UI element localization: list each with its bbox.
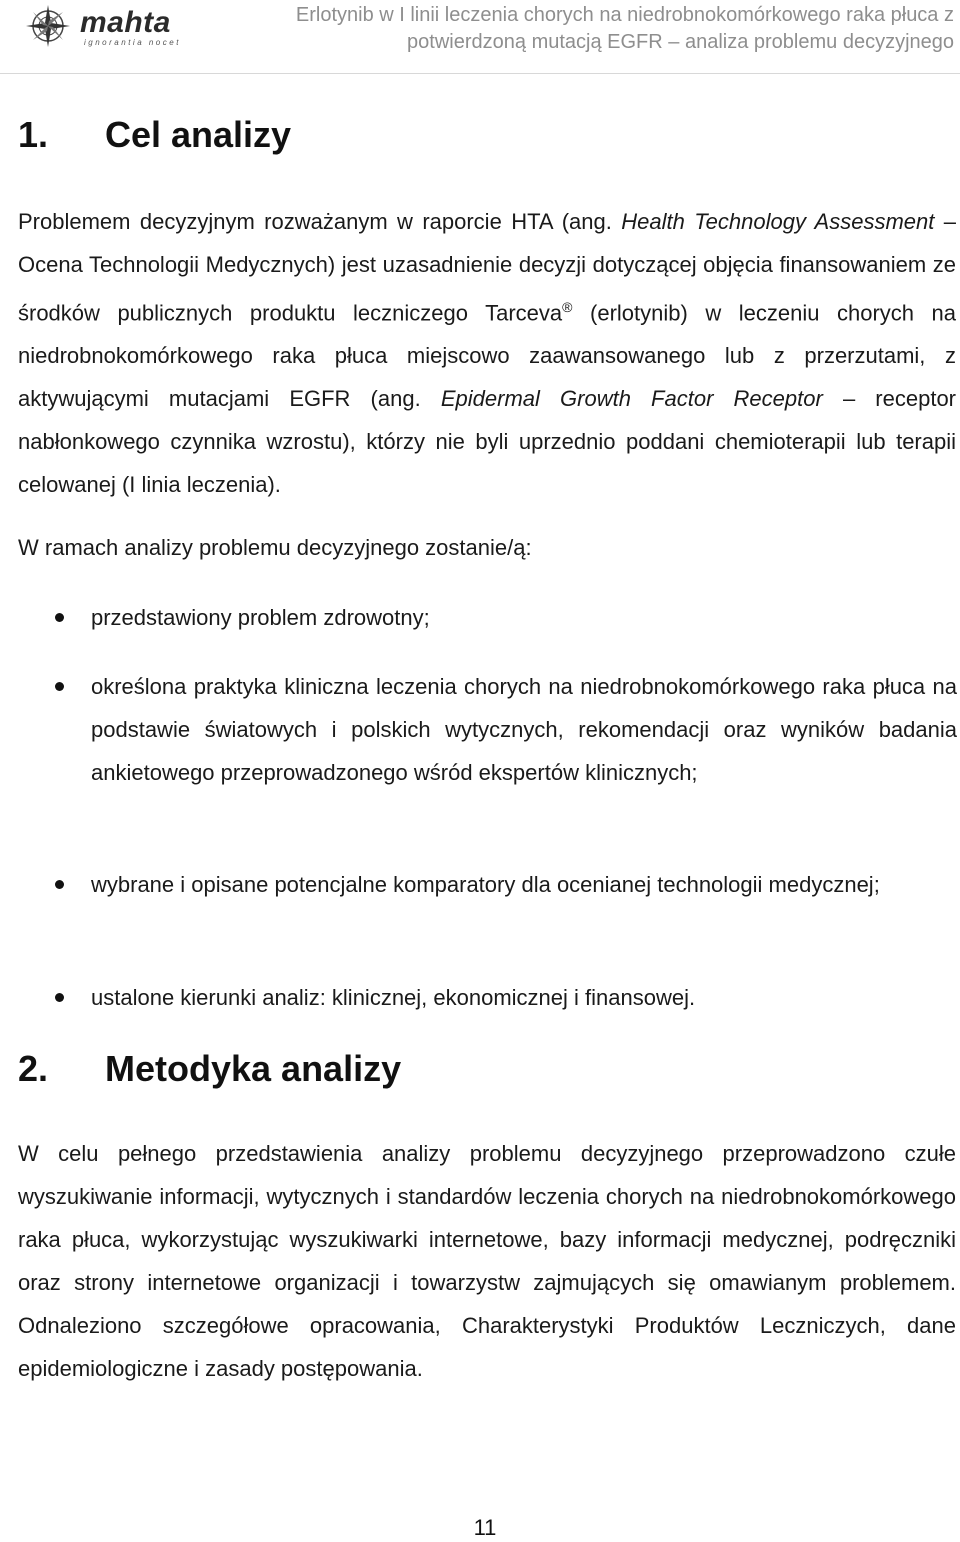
section-1-number: 1. bbox=[18, 114, 49, 155]
bullet-icon bbox=[55, 993, 64, 1002]
registered-mark: ® bbox=[562, 299, 573, 315]
logo-wordmark: mahta bbox=[80, 6, 171, 39]
bullet-icon bbox=[55, 880, 64, 889]
para-text: Problemem decyzyjnym rozważanym w raporcie HTA (ang. bbox=[18, 209, 622, 234]
section-2-title: Metodyka analizy bbox=[105, 1048, 402, 1089]
section-2-paragraph-1: W celu pełnego przedstawienia analizy problemu decyzyjnego przeprowadzono czułe wyszukiwanie informacji, wytycznych i standardów leczenia chorych na niedrobnokomórkowego raka płuca, wykorzystując wyszukiwarki internetowe, bazy informacji medycznej, podręczniki oraz strony internetowe organizacji i towarzystw zajmujących się omawianym problemem. Odnaleziono szczegółowe opracowania, Charakterystyki Produktów Leczniczych, dane epidemiologiczne i zasady postępowania. bbox=[18, 1141, 956, 1381]
section-1-paragraph-1 bbox=[18, 200, 956, 506]
section-1-paragraph-2: W ramach analizy problemu decyzyjnego zostanie/ą: bbox=[18, 535, 532, 560]
section-2-number: 2. bbox=[18, 1048, 49, 1089]
section-2-heading bbox=[18, 1048, 401, 1090]
document-running-title: Erlotynib w I linii leczenia chorych na niedrobnokomórkowego raka płuca z potwierdzoną mutacją EGFR – analiza problemu decyzyjnego bbox=[295, 4, 954, 53]
para-italic-term: Epidermal Growth Factor Receptor bbox=[440, 386, 823, 412]
section-1-title: Cel analizy bbox=[105, 114, 292, 155]
section-1-heading bbox=[18, 114, 291, 156]
compass-rose-icon bbox=[22, 4, 74, 48]
para-text: – receptor nabłonkowego czynnika wzrostu), którzy nie byli uprzednio poddani chemioterapii lub terapii celowanej (I linia leczenia). bbox=[18, 386, 957, 498]
para-italic-term: Health Technology Assessment bbox=[621, 209, 935, 234]
bullet-icon bbox=[55, 682, 64, 691]
logo-tagline: ignorantia nocet bbox=[84, 38, 181, 47]
para-text: – Ocena Technologii Medycznych) jest uzasadnienie decyzji dotyczącej objęcia finansowaniem ze środków publicznych produktu leczniczego Tarceva bbox=[18, 209, 956, 326]
mahta-logo bbox=[22, 4, 202, 48]
list-item-text: przedstawiony problem zdrowotny; bbox=[91, 605, 430, 630]
list-item-text: ustalone kierunki analiz: klinicznej, ekonomicznej i finansowej. bbox=[91, 985, 696, 1010]
header-divider bbox=[0, 73, 960, 74]
page-number: 11 bbox=[473, 1515, 497, 1540]
bullet-icon bbox=[55, 613, 64, 622]
list-item-text: wybrane i opisane potencjalne komparatory dla ocenianej technologii medycznej; bbox=[91, 872, 880, 897]
list-item-text: określona praktyka kliniczna leczenia chorych na niedrobnokomórkowego raka płuca na podstawie światowych i polskich wytycznych, rekomendacji oraz wyników badania ankietowego przeprowadzonego wśród ekspertów klinicznych; bbox=[91, 674, 957, 785]
para-text: (erlotynib) w leczeniu chorych na niedrobnokomórkowego raka płuca miejscowo zaawansowanego lub z przerzutami, z aktywującymi mutacjami EGFR (ang. bbox=[18, 300, 956, 412]
page-header bbox=[0, 0, 960, 74]
